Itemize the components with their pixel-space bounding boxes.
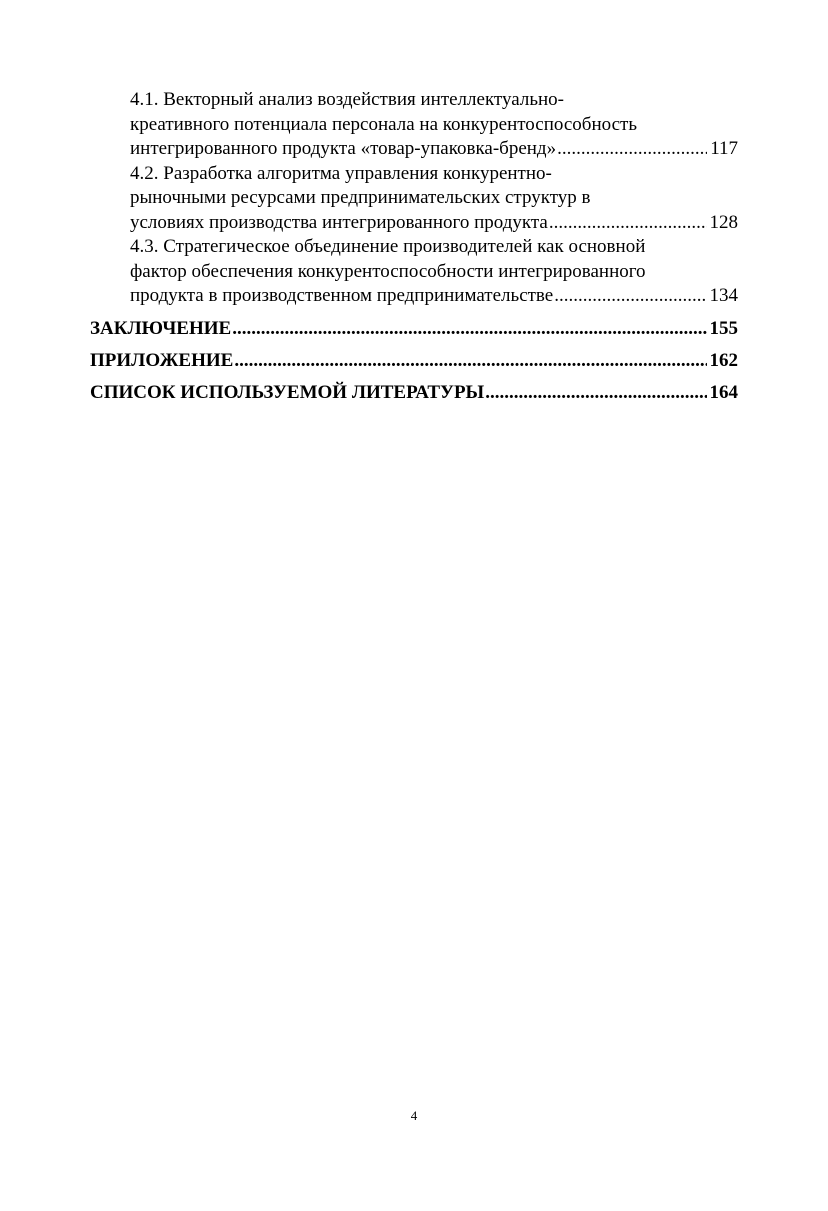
toc-entry-4-2[interactable] <box>130 162 738 236</box>
toc-entry-line: 4.2. Разработка алгоритма управления конкурентно- <box>130 162 552 184</box>
toc-entry-text: продукта в производственном предпринимательстве <box>130 285 554 306</box>
toc-entry-line: фактор обеспечения конкурентоспособности интегрированного <box>130 260 646 282</box>
toc-page-number: 162 <box>709 349 738 371</box>
toc-entry-title: ЗАКЛЮЧЕНИЕ <box>90 317 232 339</box>
toc-entry-references[interactable] <box>90 377 738 409</box>
toc-leader-dots <box>554 284 706 309</box>
toc-leader-dots <box>234 345 706 377</box>
toc-entry-last-line <box>130 211 738 236</box>
toc-entry-line: 4.3. Стратегическое объединение производителей как основной <box>130 236 646 257</box>
toc-entry-line: 4.1. Векторный анализ воздействия интеллектуально- <box>130 89 564 110</box>
toc-entry-title: ПРИЛОЖЕНИЕ <box>90 349 234 371</box>
toc-page-number: 155 <box>709 317 738 339</box>
page-number: 4 <box>410 1108 418 1123</box>
table-of-contents <box>90 88 738 409</box>
toc-subsections <box>90 88 738 309</box>
toc-main-sections <box>90 313 738 409</box>
toc-page-number: 128 <box>709 211 738 233</box>
toc-page-number: 117 <box>710 138 738 159</box>
toc-entry-last-line <box>130 137 738 162</box>
toc-entry-title: СПИСОК ИСПОЛЬЗУЕМОЙ ЛИТЕРАТУРЫ <box>90 381 485 403</box>
toc-entry-line: рыночными ресурсами предпринимательских структур в <box>130 187 591 208</box>
toc-leader-dots <box>485 377 706 409</box>
toc-entry-text: условиях производства интегрированного продукта <box>130 211 548 233</box>
toc-entry-conclusion[interactable] <box>90 313 738 345</box>
toc-leader-dots <box>232 313 706 345</box>
toc-entry-appendix[interactable] <box>90 345 738 377</box>
toc-entry-4-1[interactable] <box>130 88 738 162</box>
toc-entry-line: креативного потенциала персонала на конкурентоспособность <box>130 113 637 135</box>
toc-entry-last-line <box>130 284 738 309</box>
toc-entry-text: интегрированного продукта «товар-упаковка-бренд» <box>130 138 557 159</box>
toc-page-number: 134 <box>709 285 738 306</box>
toc-leader-dots <box>549 211 707 236</box>
toc-leader-dots <box>557 137 707 162</box>
toc-entry-4-3[interactable] <box>130 235 738 309</box>
toc-page-number: 164 <box>709 381 738 403</box>
